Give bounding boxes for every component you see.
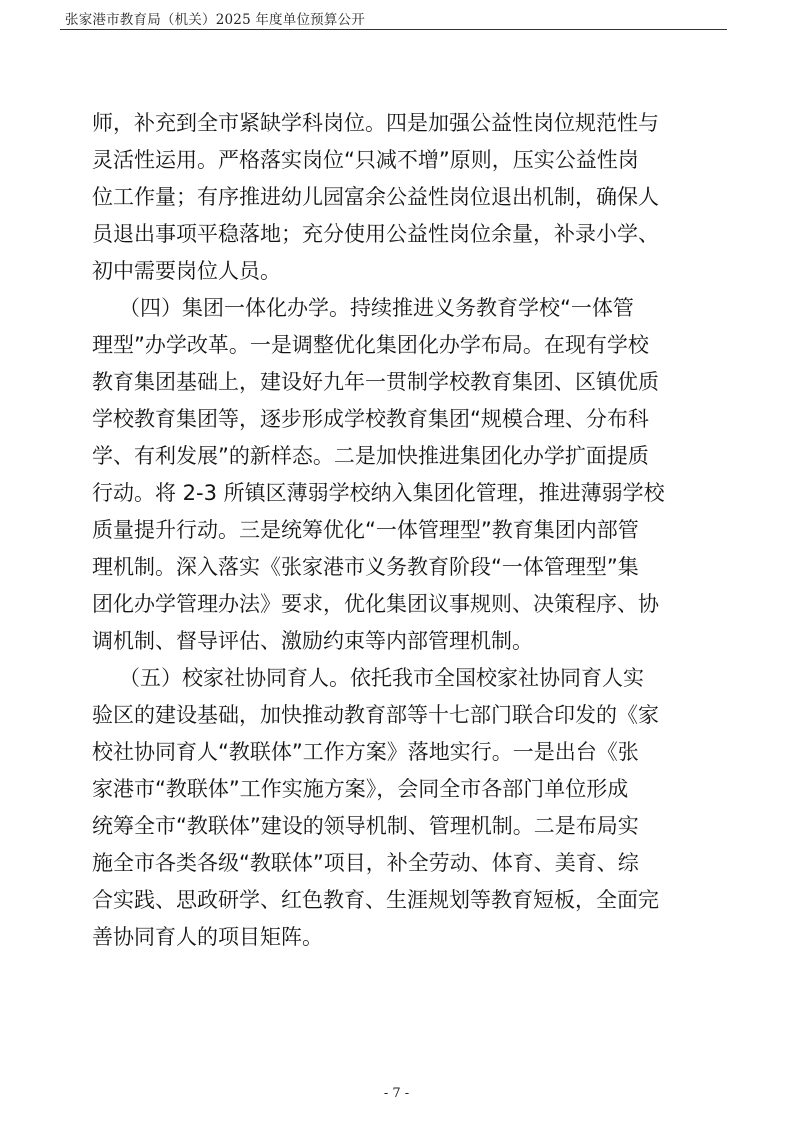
header-rule xyxy=(60,29,727,30)
page-number: - 7 - xyxy=(383,1086,410,1101)
body-line: 灵活性运用。严格落实岗位“只减不增”原则，压实公益性岗 xyxy=(92,148,639,172)
body-line: 学、有利发展”的新样态。二是加快推进集团化办学扩面提质 xyxy=(92,444,649,468)
body-line: 理机制。深入落实《张家港市义务教育阶段“一体管理型”集 xyxy=(92,555,639,579)
section-heading-line: （五）校家社协同育人。依托我市全国校家社协同育人实 xyxy=(119,666,644,690)
section-heading-line: （四）集团一体化办学。持续推进义务教育学校“一体管 xyxy=(119,296,634,320)
body-line: 员退出事项平稳落地；充分使用公益性岗位余量，补录小学、 xyxy=(92,222,659,246)
body-line: 位工作量；有序推进幼儿园富余公益性岗位退出机制，确保人 xyxy=(92,185,659,209)
body-line: 合实践、思政研学、红色教育、生涯规划等教育短板，全面完 xyxy=(92,888,659,912)
body-line: 团化办学管理办法》要求，优化集团议事规则、决策程序、协 xyxy=(92,592,659,616)
body-line: 统筹全市“教联体”建设的领导机制、管理机制。二是布局实 xyxy=(92,814,639,838)
body-line: 师，补充到全市紧缺学科岗位。四是加强公益性岗位规范性与 xyxy=(92,111,659,135)
body-line: 校社协同育人“教联体”工作方案》落地实行。一是出台《张 xyxy=(92,740,639,764)
body-line: 初中需要岗位人员。 xyxy=(92,259,281,283)
body-line: 质量提升行动。三是统筹优化“一体管理型”教育集团内部管 xyxy=(92,518,639,542)
body-line: 善协同育人的项目矩阵。 xyxy=(92,925,323,949)
body-line: 理型”办学改革。一是调整优化集团化办学布局。在现有学校 xyxy=(92,333,649,357)
body-line: 学校教育集团等，逐步形成学校教育集团“规模合理、分布科 xyxy=(92,407,649,431)
body-line: 施全市各类各级“教联体”项目，补全劳动、体育、美育、综 xyxy=(92,851,639,875)
body-line: 行动。将 2-3 所镇区薄弱学校纳入集团化管理，推进薄弱学校 xyxy=(92,481,665,505)
body-line: 家港市“教联体”工作实施方案》，会同全市各部门单位形成 xyxy=(92,777,629,801)
running-header-title: 张家港市教育局（机关）2025 年度单位预算公开 xyxy=(65,12,365,28)
body-line: 验区的建设基础，加快推动教育部等十七部门联合印发的《家 xyxy=(92,703,659,727)
body-line: 调机制、督导评估、激励约束等内部管理机制。 xyxy=(92,629,533,653)
body-line: 教育集团基础上，建设好九年一贯制学校教育集团、区镇优质 xyxy=(92,370,659,394)
